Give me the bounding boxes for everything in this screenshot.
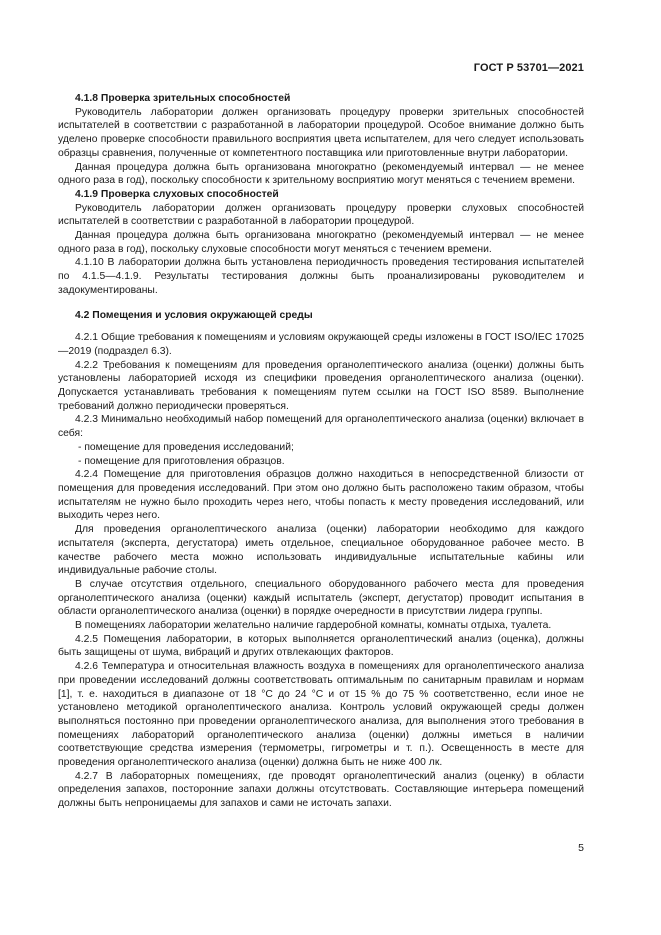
list-item: - помещение для проведения исследований; [78, 441, 294, 453]
paragraph: Руководитель лаборатории должен организовать процедуру проверки зрительных способностей испытателей в соответствии с разработанной в лаборатории процедурой. Особое внимание должно быть уделено проверке способности правильного восприятия цвета испытателем, для чего следует использовать образцы сравнения, полученные от компетентного поставщика или приготовленные внутри лаборатории. [58, 106, 584, 159]
paragraph-4-2-7: 4.2.7 В лабораторных помещениях, где проводят органолептический анализ (оценку) в области определения запахов, посторонние запахи должны отсутствовать. Составляющие интерьера помещений должны быть непроницаемы для запахов и сами не источать запахи. [58, 770, 584, 810]
paragraph-4-2-4: 4.2.4 Помещение для приготовления образцов должно находиться в непосредственной близости от помещения для проведения исследований. При этом оно должно быть расположено таким образом, чтобы испытателям не нужно было проходить через него, чтобы попасть к месту проведения исследований, или выходить через него. [58, 469, 584, 522]
paragraph-4-2-6: 4.2.6 Температура и относительная влажность воздуха в помещениях для органолептического анализа при проведении исследований должны соответствовать оптимальным по санитарным правилам и нормам [1], т. е. находиться в диапазоне от 18 °С до 24 °С и от 15 % до 75 % соответственно, если иное не установлено методикой органолептического анализа. Контроль условий окружающей среды должен выполняться постоянно при проведении органолептического анализа, для выполнения этого требования в помещениях лабораторий органолептического анализа (оценки) должны иметься в наличии соответствующие средства измерения (термометры, гигрометры и т. п.). Освещенность в месте для проведения органолептического анализа (оценки) должна быть не ниже 400 лк. [58, 661, 584, 769]
page-body [58, 92, 584, 811]
paragraph-4-2-3: 4.2.3 Минимально необходимый набор помещений для органолептического анализа (оценки) включает в себя: [58, 414, 584, 440]
section-heading-4-2: 4.2 Помещения и условия окружающей среды [75, 309, 313, 321]
section-heading-4-1-9: 4.1.9 Проверка слуховых способностей [75, 188, 279, 200]
paragraph: Данная процедура должна быть организована многократно (рекомендуемый интервал — не менее одного раза в год), поскольку способности к зрительному восприятию могут меняться с течением времени. [58, 161, 584, 187]
paragraph: Руководитель лаборатории должен организовать процедуру проверки слуховых способностей испытателей в соответствии с разработанной в лаборатории процедурой. [58, 202, 584, 228]
paragraph-4-2-1: 4.2.1 Общие требования к помещениям и условиям окружающей среды изложены в ГОСТ ISO/IEC 17025—2019 (подраздел 6.3). [58, 332, 584, 357]
document-code: ГОСТ Р 53701—2021 [473, 62, 584, 74]
paragraph-4-2-5: 4.2.5 Помещения лаборатории, в которых выполняется органолептический анализ (оценка), должны быть защищены от шума, вибраций и других отвлекающих факторов. [58, 633, 584, 659]
paragraph-4-2-2: 4.2.2 Требования к помещениям для проведения органолептического анализа (оценки) должны быть установлены лабораторией исходя из специфики проведения органолептического анализа (оценки). Допускается устанавливать требования к помещениям путем ссылки на ГОСТ ISO 8589. Выполнение требований должно периодически проверяться. [58, 359, 584, 412]
list-item: - помещение для приготовления образцов. [78, 455, 285, 467]
paragraph: Для проведения органолептического анализа (оценки) лаборатории необходимо для каждого испытателя (эксперта, дегустатора) иметь отдельное, специальное оборудованное рабочее место. В качестве рабочего места можно использовать индивидуальные испытательные кабины или индивидуальные рабочие столы. [58, 524, 584, 577]
section-heading-4-1-8: 4.1.8 Проверка зрительных способностей [75, 93, 291, 104]
paragraph: Данная процедура должна быть организована многократно (рекомендуемый интервал — не менее одного раза в год), поскольку слуховые способности могут меняться с течением времени. [58, 230, 584, 255]
page-number: 5 [578, 842, 584, 854]
paragraph: В помещениях лаборатории желательно наличие гардеробной комнаты, комнаты отдыха, туалета. [75, 620, 552, 632]
paragraph: В случае отсутствия отдельного, специального оборудованного рабочего места для проведения органолептического анализа (оценки) каждый испытатель (эксперт, дегустатор) проводит испытания в области органолептического анализа (оценки) в порядке очередности в присутствии лидера группы. [58, 578, 584, 618]
paragraph-4-1-10: 4.1.10 В лаборатории должна быть установлена периодичность проведения тестирования испытателей по 4.1.5—4.1.9. Результаты тестирования должны быть проанализированы руководителем и задокументированы. [58, 257, 584, 296]
